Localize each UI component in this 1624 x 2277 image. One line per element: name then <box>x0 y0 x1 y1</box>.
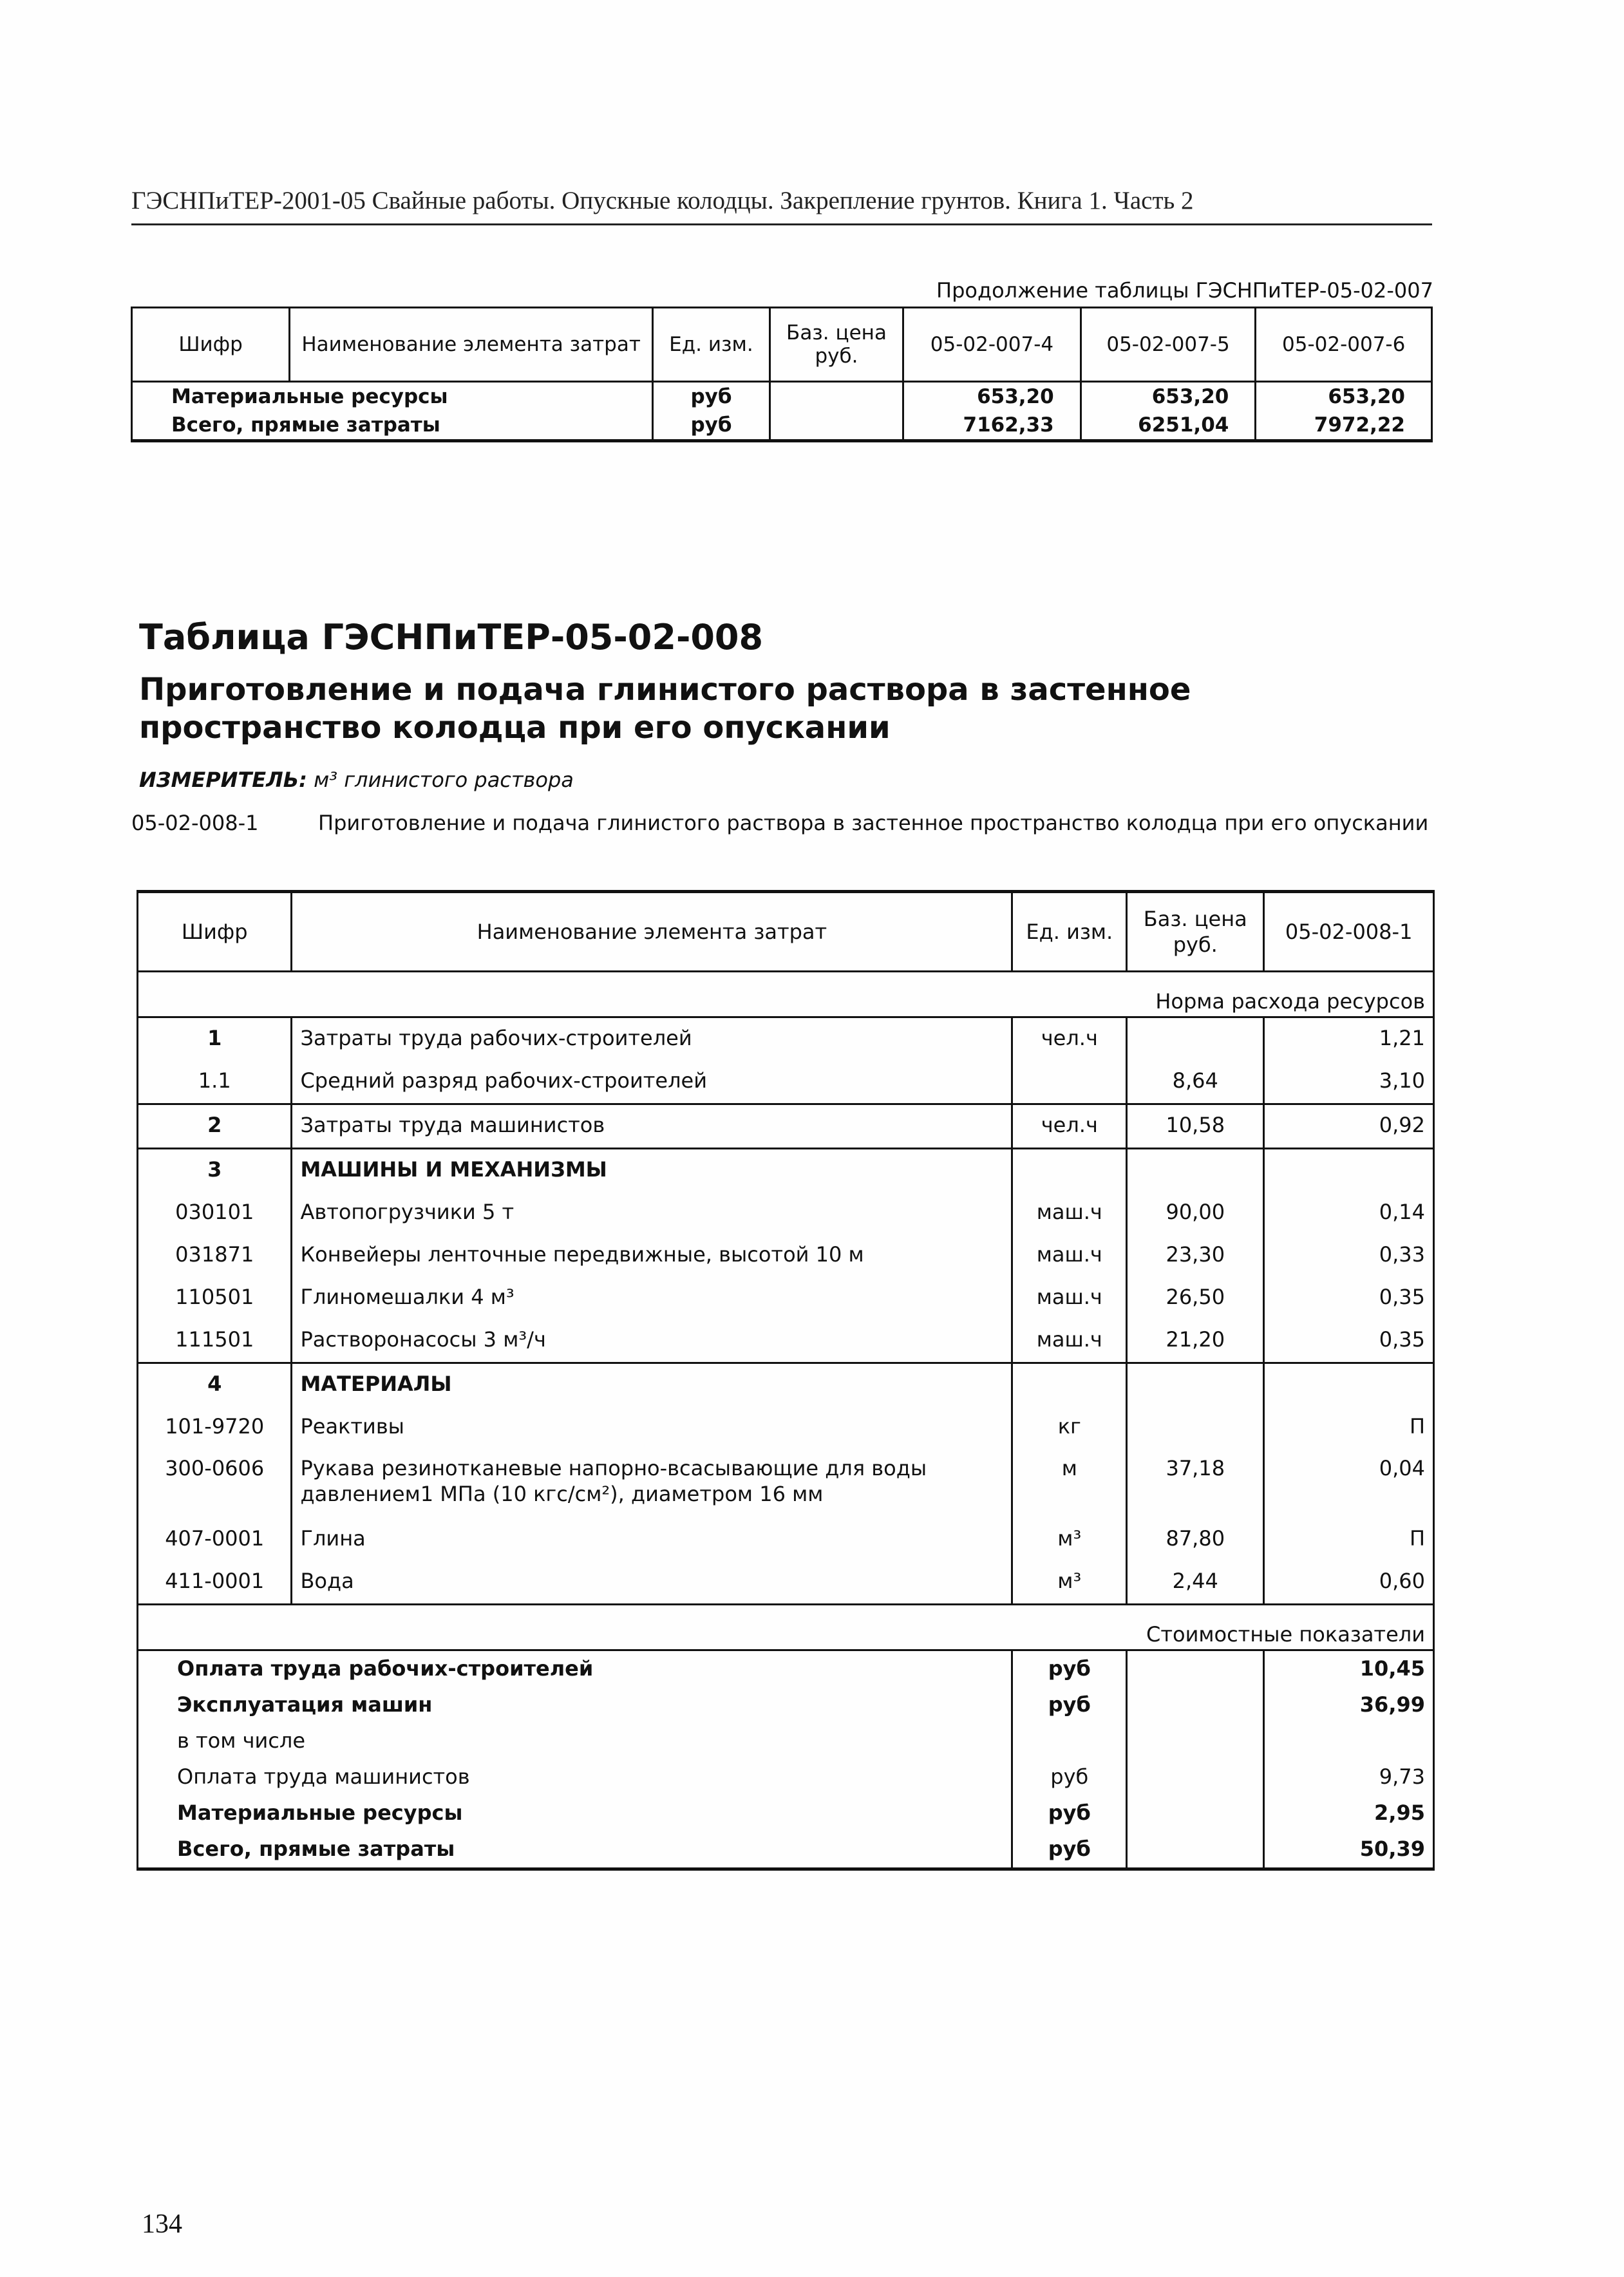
row-value: 0,60 <box>1264 1561 1434 1605</box>
row-value-1: 7162,33 <box>903 411 1081 441</box>
row-unit: маш.ч <box>1012 1234 1127 1277</box>
row-price: 2,44 <box>1127 1561 1264 1605</box>
row-unit: м³ <box>1012 1561 1127 1605</box>
row-unit <box>1012 1061 1127 1104</box>
row-price: 23,30 <box>1127 1234 1264 1277</box>
table-row <box>138 1561 1434 1605</box>
cost-value: 50,39 <box>1264 1831 1434 1869</box>
table-row <box>132 382 1432 411</box>
row-code: 1.1 <box>138 1061 292 1104</box>
row-price: 87,80 <box>1127 1518 1264 1561</box>
table-row <box>138 1234 1434 1277</box>
code-line <box>131 811 1428 835</box>
row-value-2: 653,20 <box>1081 382 1256 411</box>
row-value: П <box>1264 1518 1434 1561</box>
row-price: 8,64 <box>1127 1061 1264 1104</box>
section-code: 3 <box>138 1149 292 1193</box>
code-line-code: 05-02-008-1 <box>131 811 259 835</box>
row-value: 0,33 <box>1264 1234 1434 1277</box>
section-title: МАШИНЫ И МЕХАНИЗМЫ <box>292 1149 1012 1193</box>
cost-unit: руб <box>1012 1795 1127 1831</box>
row-unit: м <box>1012 1449 1127 1518</box>
row-price <box>1127 1017 1264 1061</box>
cost-unit: руб <box>1012 1759 1127 1795</box>
cost-value <box>1264 1723 1434 1759</box>
row-name: Всего, прямые затраты <box>132 411 653 441</box>
row-unit: руб <box>653 411 770 441</box>
table-row <box>138 1061 1434 1104</box>
row-price <box>1127 1406 1264 1449</box>
row-code: 110501 <box>138 1277 292 1319</box>
section-row-materials <box>138 1363 1434 1407</box>
column-header-007-6: 05-02-007-6 <box>1256 308 1432 382</box>
cost-value: 36,99 <box>1264 1687 1434 1723</box>
row-unit: маш.ч <box>1012 1192 1127 1234</box>
row-name: Конвейеры ленточные передвижные, высотой 10 м <box>292 1234 1012 1277</box>
header-rule <box>131 223 1432 225</box>
row-value: 0,04 <box>1264 1449 1434 1518</box>
row-value-3: 653,20 <box>1256 382 1432 411</box>
row-name: Автопогрузчики 5 т <box>292 1192 1012 1234</box>
row-name: Реактивы <box>292 1406 1012 1449</box>
row-value: П <box>1264 1406 1434 1449</box>
row-unit: маш.ч <box>1012 1277 1127 1319</box>
row-price: 90,00 <box>1127 1192 1264 1234</box>
column-header-name: Наименование элемента затрат <box>290 308 653 382</box>
row-name-line-1: Рукава резинотканевые напорно-всасывающие для воды <box>300 1456 927 1480</box>
row-unit: руб <box>653 382 770 411</box>
table-row <box>138 1449 1434 1518</box>
row-price: 26,50 <box>1127 1277 1264 1319</box>
cost-unit: руб <box>1012 1687 1127 1723</box>
cost-value: 2,95 <box>1264 1795 1434 1831</box>
table-row <box>138 1104 1434 1149</box>
table-row <box>138 1277 1434 1319</box>
column-header-008-1: 05-02-008-1 <box>1264 892 1434 972</box>
row-code: 1 <box>138 1017 292 1061</box>
page-number: 134 <box>142 2209 182 2239</box>
cost-name: Оплата труда машинистов <box>138 1759 1012 1795</box>
row-code: 031871 <box>138 1234 292 1277</box>
row-unit: м³ <box>1012 1518 1127 1561</box>
row-name: Вода <box>292 1561 1012 1605</box>
table-row <box>138 1017 1434 1061</box>
row-unit: кг <box>1012 1406 1127 1449</box>
measure-label: ИЗМЕРИТЕЛЬ: <box>139 768 307 792</box>
column-header-code: Шифр <box>138 892 292 972</box>
row-code: 2 <box>138 1104 292 1149</box>
row-value-2: 6251,04 <box>1081 411 1256 441</box>
row-name: Глина <box>292 1518 1012 1561</box>
row-value-1: 653,20 <box>903 382 1081 411</box>
column-header-unit: Ед. изм. <box>1012 892 1127 972</box>
cost-caption: Стоимостные показатели <box>138 1605 1434 1650</box>
row-name: Глиномешалки 4 м³ <box>292 1277 1012 1319</box>
norm-caption: Норма расхода ресурсов <box>138 972 1434 1017</box>
column-header-price: Баз. цена руб. <box>1127 892 1264 972</box>
cost-row <box>138 1795 1434 1831</box>
row-name: Затраты труда машинистов <box>292 1104 1012 1149</box>
cost-unit: руб <box>1012 1831 1127 1869</box>
measure-text: м³ глинистого раствора <box>314 768 574 792</box>
cost-name: Всего, прямые затраты <box>138 1831 1012 1869</box>
cost-unit: руб <box>1012 1650 1127 1688</box>
section-title: МАТЕРИАЛЫ <box>292 1363 1012 1407</box>
row-price: 21,20 <box>1127 1319 1264 1363</box>
column-header-price: Баз. цена руб. <box>770 308 903 382</box>
row-price <box>770 382 903 411</box>
cost-name: Материальные ресурсы <box>138 1795 1012 1831</box>
cost-row <box>138 1759 1434 1795</box>
row-value: 0,14 <box>1264 1192 1434 1234</box>
row-value: 1,21 <box>1264 1017 1434 1061</box>
row-code: 407-0001 <box>138 1518 292 1561</box>
table-row <box>138 1406 1434 1449</box>
row-name-line-2: давлением1 МПа (10 кгс/см²), диаметром 16 мм <box>300 1482 824 1506</box>
column-header-007-4: 05-02-007-4 <box>903 308 1081 382</box>
row-code: 411-0001 <box>138 1561 292 1605</box>
table-title: Таблица ГЭСНПиТЕР-05-02-008 <box>139 617 764 657</box>
cost-unit <box>1012 1723 1127 1759</box>
row-name: Растворонасосы 3 м³/ч <box>292 1319 1012 1363</box>
column-header-name: Наименование элемента затрат <box>292 892 1012 972</box>
row-code: 111501 <box>138 1319 292 1363</box>
table-continuation-caption: Продолжение таблицы ГЭСНПиТЕР-05-02-007 <box>936 278 1433 303</box>
row-name: Средний разряд рабочих-строителей <box>292 1061 1012 1104</box>
cost-row <box>138 1650 1434 1688</box>
row-name <box>292 1449 1012 1518</box>
row-price: 10,58 <box>1127 1104 1264 1149</box>
cost-row <box>138 1723 1434 1759</box>
row-code: 300-0606 <box>138 1449 292 1518</box>
section-row-machines <box>138 1149 1434 1193</box>
row-value: 3,10 <box>1264 1061 1434 1104</box>
row-price <box>770 411 903 441</box>
row-code: 030101 <box>138 1192 292 1234</box>
row-value: 0,35 <box>1264 1319 1434 1363</box>
measure-unit <box>139 768 574 792</box>
table-row <box>138 1319 1434 1363</box>
row-price: 37,18 <box>1127 1449 1264 1518</box>
cost-row <box>138 1687 1434 1723</box>
row-code: 101-9720 <box>138 1406 292 1449</box>
column-header-code: Шифр <box>132 308 290 382</box>
cost-value: 9,73 <box>1264 1759 1434 1795</box>
cost-name: Эксплуатация машин <box>138 1687 1012 1723</box>
cost-name: в том числе <box>138 1723 1012 1759</box>
row-name: Материальные ресурсы <box>132 382 653 411</box>
table-row <box>132 411 1432 441</box>
cost-value: 10,45 <box>1264 1650 1434 1688</box>
code-line-text: Приготовление и подача глинистого раствора в застенное пространство колодца при его опускании <box>318 811 1429 835</box>
row-value: 0,92 <box>1264 1104 1434 1149</box>
row-value: 0,35 <box>1264 1277 1434 1319</box>
running-header: ГЭСНПиТЕР-2001-05 Свайные работы. Опускные колодцы. Закрепление грунтов. Книга 1. Часть 2 <box>131 187 1194 214</box>
column-header-unit: Ед. изм. <box>653 308 770 382</box>
resource-table <box>137 890 1435 1871</box>
table-row <box>138 1518 1434 1561</box>
cost-name: Оплата труда рабочих-строителей <box>138 1650 1012 1688</box>
continuation-table <box>131 307 1433 442</box>
row-name: Затраты труда рабочих-строителей <box>292 1017 1012 1061</box>
row-unit: маш.ч <box>1012 1319 1127 1363</box>
row-value-3: 7972,22 <box>1256 411 1432 441</box>
table-row <box>138 1192 1434 1234</box>
row-unit: чел.ч <box>1012 1017 1127 1061</box>
section-code: 4 <box>138 1363 292 1407</box>
row-unit: чел.ч <box>1012 1104 1127 1149</box>
column-header-007-5: 05-02-007-5 <box>1081 308 1256 382</box>
cost-row <box>138 1831 1434 1869</box>
table-subtitle: Приготовление и подача глинистого раствора в застенное пространство колодца при его опускании <box>139 672 1191 746</box>
